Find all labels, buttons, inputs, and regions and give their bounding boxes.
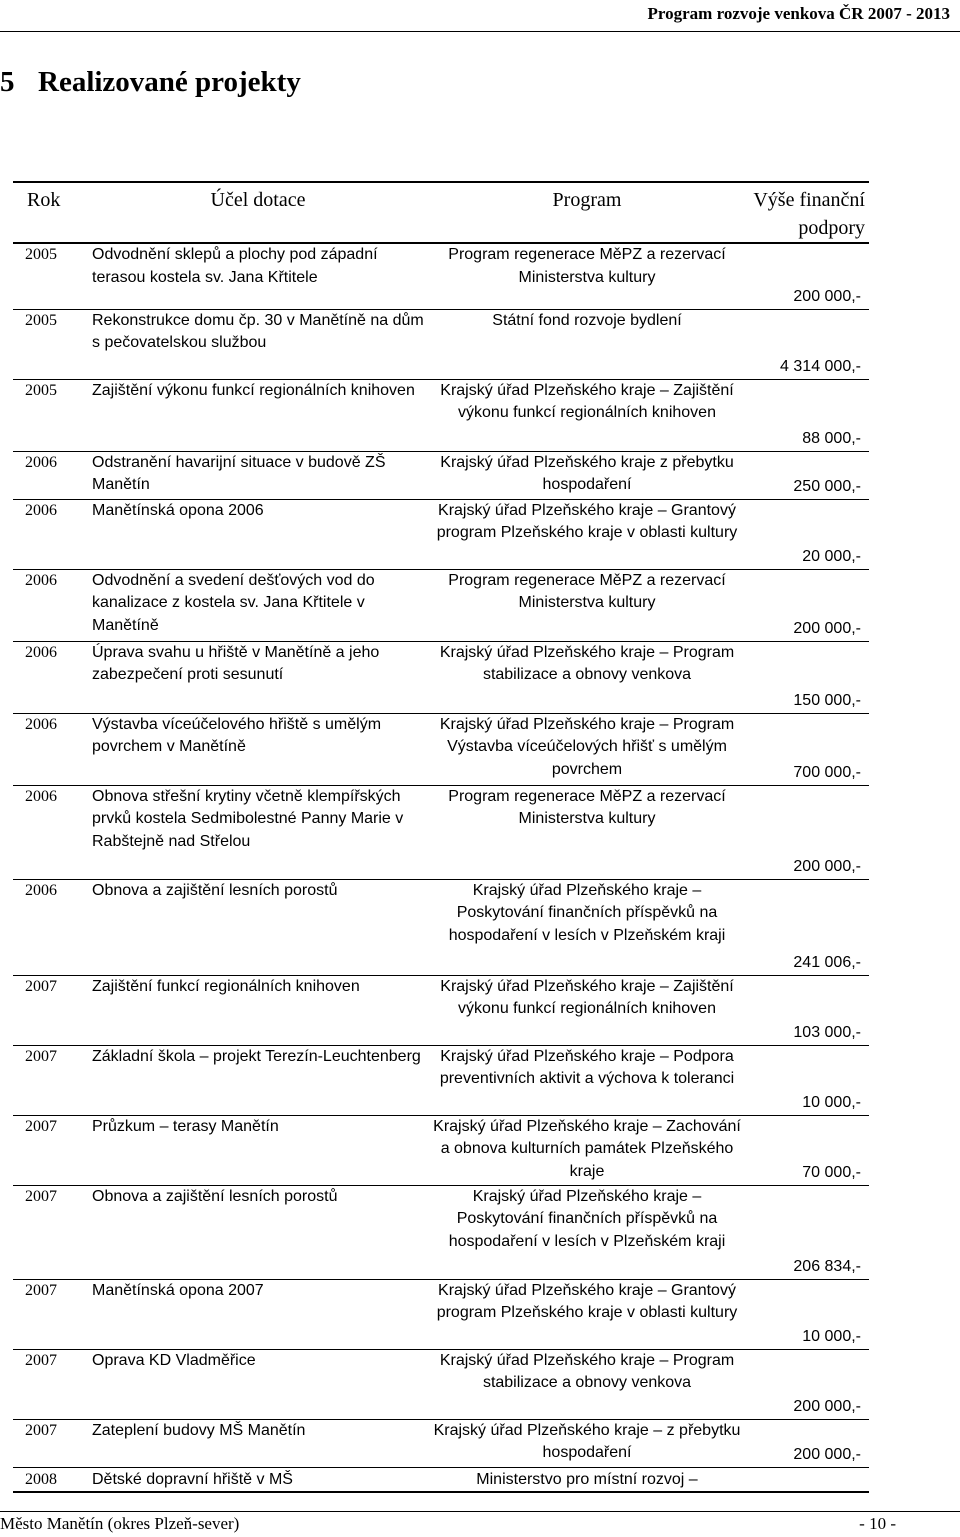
cell-amount: 241 006,- <box>793 954 861 971</box>
table-header-row <box>13 182 869 243</box>
cell-amount: 4 314 000,- <box>780 358 861 375</box>
cell-amount: 200 000,- <box>793 1446 861 1463</box>
cell-year: 2005 <box>25 311 57 329</box>
cell-amount: 70 000,- <box>802 1164 861 1181</box>
cell-purpose: Obnova střešní krytiny včetně klempířských prvků kostela Sedmibolestné Panny Marie v Rabštejně nad Střelou <box>92 787 404 850</box>
cell-program: Ministerstvo pro místní rozvoj – <box>476 1470 698 1488</box>
cell-year: 2006 <box>25 787 57 805</box>
cell-year: 2007 <box>25 1187 57 1205</box>
cell-program: Krajský úřad Plzeňského kraje – Grantový program Plzeňského kraje v oblasti kultury <box>436 1281 738 1321</box>
cell-year: 2007 <box>25 977 57 995</box>
cell-purpose: Manětínská opona 2006 <box>92 501 264 519</box>
cell-year: 2007 <box>25 1117 57 1135</box>
table-row <box>13 785 869 879</box>
cell-program: Program regenerace MěPZ a rezervací Ministerstva kultury <box>448 571 726 611</box>
table-row <box>13 879 869 975</box>
cell-purpose: Výstavba víceúčelového hřiště s umělým povrchem v Manětíně <box>92 715 382 755</box>
table-row <box>13 1467 869 1492</box>
table-row <box>13 1185 869 1279</box>
cell-program: Krajský úřad Plzeňského kraje – Podpora preventivních aktivit a výchova k toleranci <box>439 1047 735 1087</box>
header-rule <box>0 31 960 32</box>
cell-amount: 10 000,- <box>802 1094 861 1111</box>
col-header-amount: Výše finanční podpory <box>753 189 865 239</box>
table-row <box>13 1349 869 1419</box>
table-row <box>13 499 869 569</box>
table-row <box>13 1045 869 1115</box>
cell-program: Krajský úřad Plzeňského kraje – z přebytku hospodaření <box>433 1421 741 1461</box>
cell-program: Krajský úřad Plzeňského kraje – Zachování a obnova kulturních památek Plzeňského kraje <box>433 1117 741 1180</box>
cell-program: Krajský úřad Plzeňského kraje z přebytku hospodaření <box>440 453 734 493</box>
cell-year: 2006 <box>25 501 57 519</box>
section-heading <box>0 66 301 99</box>
cell-amount: 150 000,- <box>793 692 861 709</box>
cell-year: 2007 <box>25 1047 57 1065</box>
table-row <box>13 975 869 1045</box>
cell-amount: 200 000,- <box>793 1398 861 1415</box>
cell-year: 2005 <box>25 381 57 399</box>
cell-program: Státní fond rozvoje bydlení <box>492 311 682 329</box>
cell-program: Krajský úřad Plzeňského kraje – Program stabilizace a obnovy venkova <box>439 643 735 683</box>
cell-purpose: Zajištění výkonu funkcí regionálních knihoven <box>92 381 415 399</box>
cell-program: Krajský úřad Plzeňského kraje – Zajištění výkonu funkcí regionálních knihoven <box>440 977 734 1017</box>
footer-municipality: Město Manětín (okres Plzeň-sever) <box>0 1514 240 1533</box>
page-number: - 10 - <box>859 1514 896 1533</box>
footer-rule <box>0 1511 960 1512</box>
cell-amount: 200 000,- <box>793 858 861 875</box>
cell-purpose: Odvodnění a svedení dešťových vod do kanalizace z kostela sv. Jana Křtitele v Manětíně <box>92 571 375 634</box>
cell-program: Program regenerace MěPZ a rezervací Ministerstva kultury <box>448 787 726 827</box>
cell-program: Krajský úřad Plzeňského kraje – Program Výstavba víceúčelových hřišť s umělým povrchem <box>439 715 735 778</box>
cell-purpose: Rekonstrukce domu čp. 30 v Manětíně na dům s pečovatelskou službou <box>92 311 424 351</box>
cell-amount: 88 000,- <box>802 430 861 447</box>
cell-year: 2006 <box>25 715 57 733</box>
col-header-program: Program <box>552 189 622 211</box>
cell-year: 2007 <box>25 1281 57 1299</box>
cell-purpose: Obnova a zajištění lesních porostů <box>92 1187 338 1205</box>
cell-program: Krajský úřad Plzeňského kraje – Poskytování finančních příspěvků na hospodaření v lesích v Plzeňském kraji <box>448 881 726 944</box>
projects-table <box>13 181 869 1493</box>
cell-purpose: Manětínská opona 2007 <box>92 1281 264 1299</box>
cell-purpose: Základní škola – projekt Terezín-Leuchtenberg <box>92 1047 421 1065</box>
cell-year: 2005 <box>25 246 57 263</box>
cell-purpose: Úprava svahu u hřiště v Manětíně a jeho zabezpečení proti sesunutí <box>92 643 380 683</box>
table-row <box>13 641 869 713</box>
cell-amount: 20 000,- <box>802 548 861 565</box>
running-header: Program rozvoje venkova ČR 2007 - 2013 <box>647 4 950 23</box>
table-row <box>13 1115 869 1185</box>
table-row <box>13 713 869 785</box>
cell-program: Krajský úřad Plzeňského kraje – Grantový program Plzeňského kraje v oblasti kultury <box>436 501 738 541</box>
cell-amount <box>746 1467 869 1492</box>
cell-year: 2007 <box>25 1351 57 1369</box>
cell-amount: 700 000,- <box>793 764 861 781</box>
cell-year: 2008 <box>25 1470 57 1488</box>
cell-year: 2006 <box>25 453 57 471</box>
table-row <box>13 451 869 499</box>
cell-amount: 200 000,- <box>793 620 861 637</box>
cell-purpose: Odvodnění sklepů a plochy pod západní terasou kostela sv. Jana Křtitele <box>92 246 378 286</box>
cell-year: 2006 <box>25 571 57 589</box>
cell-year: 2007 <box>25 1421 57 1439</box>
cell-program: Program regenerace MěPZ a rezervací Ministerstva kultury <box>448 246 726 286</box>
table-row <box>13 243 869 309</box>
col-header-purpose: Účel dotace <box>210 189 306 211</box>
cell-program: Krajský úřad Plzeňského kraje – Zajištění výkonu funkcí regionálních knihoven <box>440 381 734 421</box>
cell-amount: 206 834,- <box>793 1258 861 1275</box>
cell-amount: 200 000,- <box>793 288 861 305</box>
section-number: 5 <box>0 66 15 98</box>
table-row <box>13 569 869 641</box>
cell-year: 2006 <box>25 881 57 899</box>
table-row <box>13 1279 869 1349</box>
section-title: Realizované projekty <box>38 66 301 98</box>
cell-purpose: Dětské dopravní hřiště v MŠ <box>92 1470 293 1488</box>
col-header-year: Rok <box>27 189 61 211</box>
cell-program: Krajský úřad Plzeňského kraje – Program stabilizace a obnovy venkova <box>439 1351 735 1391</box>
cell-amount: 10 000,- <box>802 1328 861 1345</box>
cell-amount: 250 000,- <box>793 478 861 495</box>
cell-year: 2006 <box>25 643 57 661</box>
table-row <box>13 309 869 379</box>
cell-purpose: Odstranění havarijní situace v budově ZŠ Manětín <box>92 453 386 493</box>
cell-purpose: Zajištění funkcí regionálních knihoven <box>92 977 360 995</box>
cell-amount: 103 000,- <box>793 1024 861 1041</box>
cell-purpose: Průzkum – terasy Manětín <box>92 1117 279 1135</box>
table-row <box>13 379 869 451</box>
table-row <box>13 1419 869 1467</box>
cell-purpose: Oprava KD Vladměřice <box>92 1351 256 1369</box>
cell-program: Krajský úřad Plzeňského kraje – Poskytování finančních příspěvků na hospodaření v lesích v Plzeňském kraji <box>448 1187 726 1250</box>
cell-purpose: Obnova a zajištění lesních porostů <box>92 881 338 899</box>
cell-purpose: Zateplení budovy MŠ Manětín <box>92 1421 306 1439</box>
